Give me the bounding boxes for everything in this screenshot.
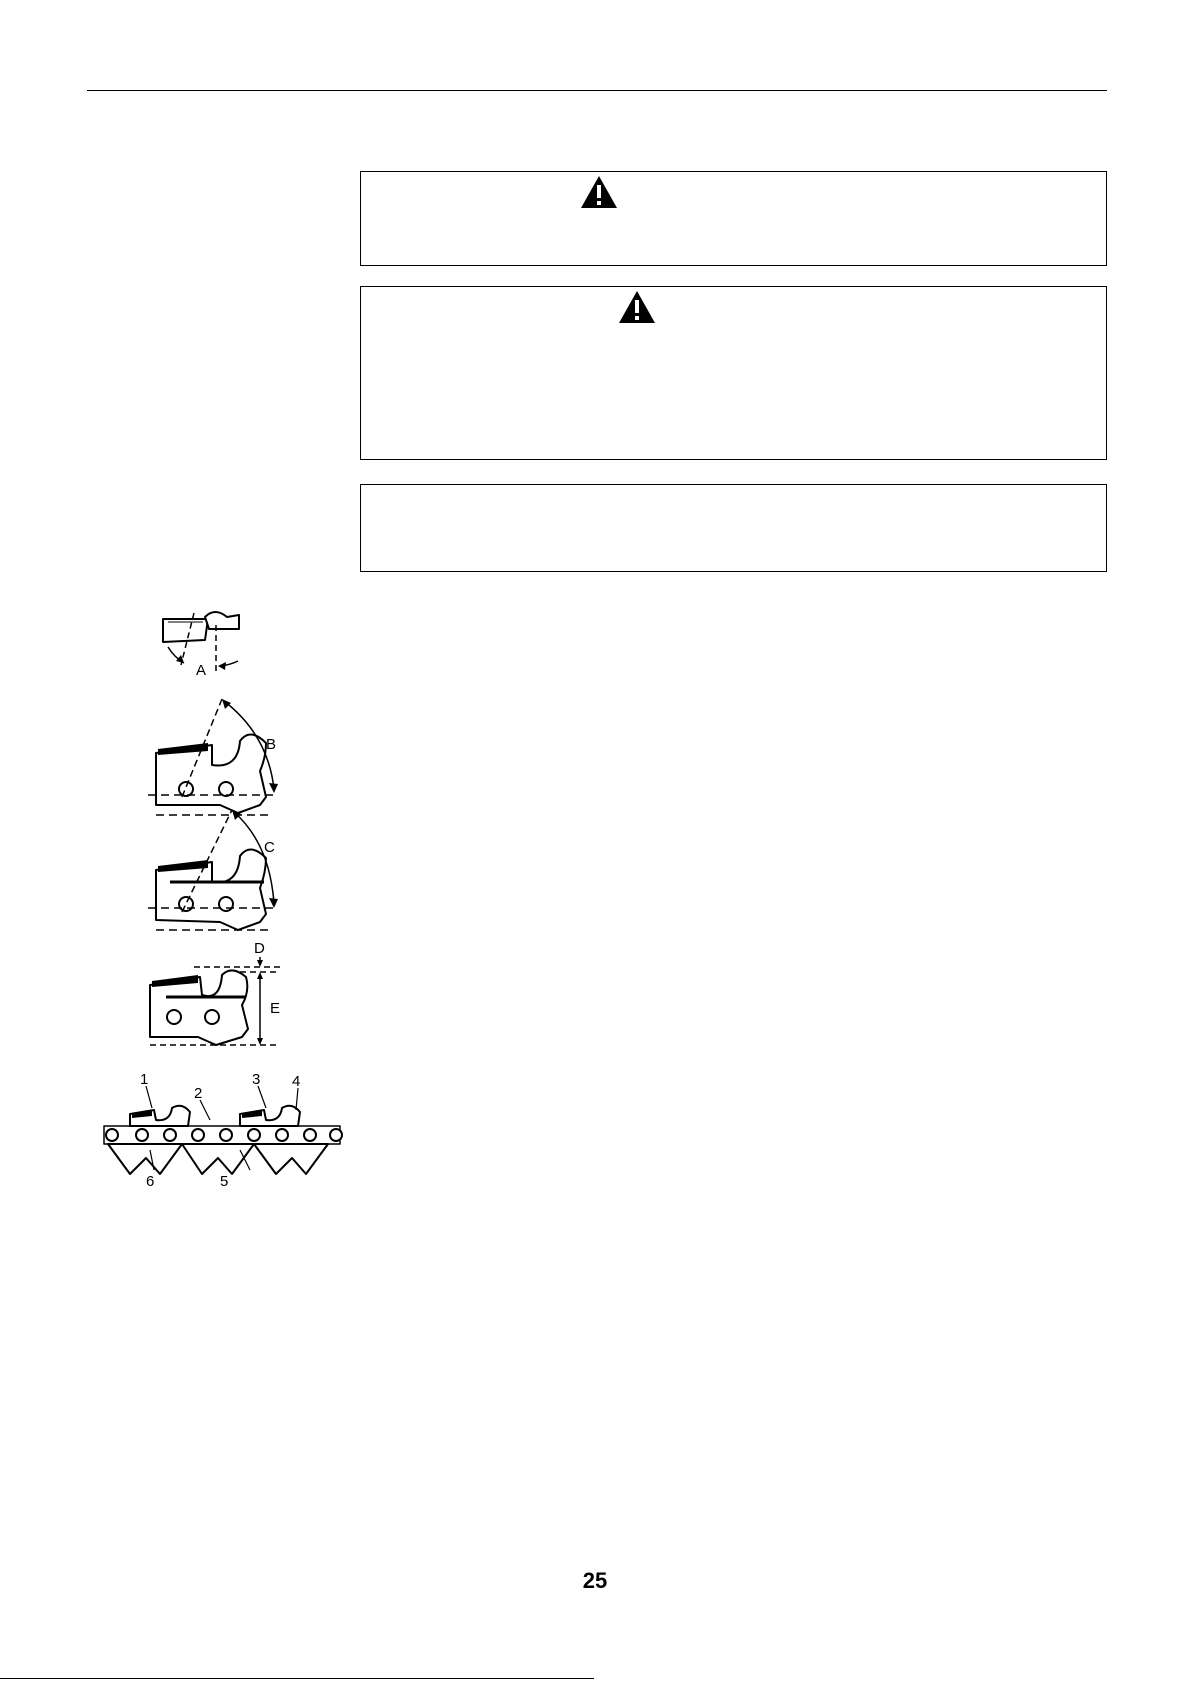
footer-rule (0, 1678, 594, 1679)
header-rule (87, 90, 1107, 91)
label-c: C (264, 839, 275, 856)
figure-side-plate-angle (148, 810, 278, 930)
figure-top-plate-angle (148, 699, 278, 815)
label-part-2: 2 (194, 1085, 203, 1102)
note-box (360, 484, 1107, 572)
label-e: E (270, 1000, 281, 1017)
label-part-6: 6 (146, 1173, 155, 1190)
page-number: 25 (582, 1568, 608, 1593)
label-part-1: 1 (140, 1071, 149, 1088)
figure-filing-angle (163, 612, 239, 679)
label-d: D (254, 940, 265, 957)
warning-box-1 (360, 171, 1107, 266)
label-part-4: 4 (292, 1073, 301, 1090)
warning-triangle-icon (579, 174, 619, 210)
label-part-5: 5 (220, 1173, 229, 1190)
warning-triangle-icon (617, 289, 657, 325)
figure-chain-parts (104, 1071, 342, 1190)
label-a: A (196, 662, 207, 679)
saw-chain-figures (90, 595, 350, 1205)
figure-canvas (90, 595, 350, 1205)
label-part-3: 3 (252, 1071, 261, 1088)
label-b: B (266, 736, 277, 753)
warning-box-2 (360, 286, 1107, 460)
figure-depth-gauge (150, 940, 280, 1045)
